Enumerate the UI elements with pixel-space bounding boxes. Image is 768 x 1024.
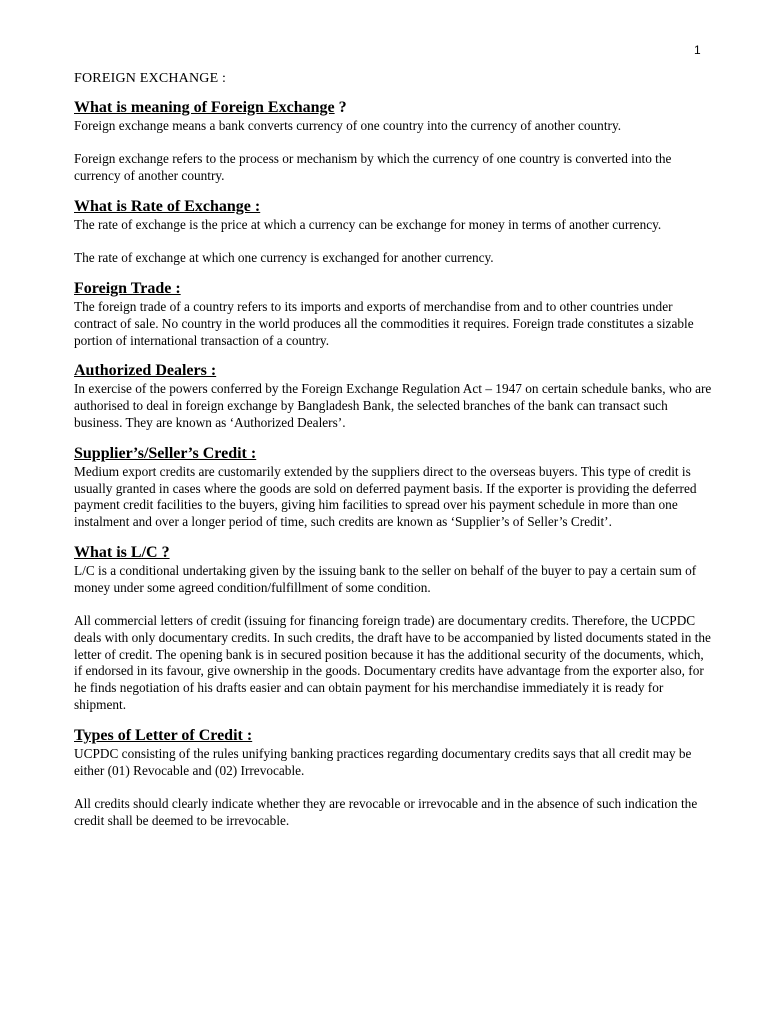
paragraph: Medium export credits are customarily extended by the suppliers direct to the overseas buyers. This type of credit is usually granted in cases where the goods are sold on deferred payment basis. If the exporter is providing the deferred payment credit facilities to the buyers, giving him facilities to spread over his payment schedule in more than one instalment and over a longer period of time, such credits are known as ‘Supplier’s of Seller’s Credit’. [74,463,697,530]
paragraph: L/C is a conditional undertaking given by the issuing bank to the seller on behalf of the buyer to pay a certain sum of money under some agreed condition/fulfillment of some condition. [74,562,697,595]
section-heading: Authorized Dealers : [74,362,217,380]
document-body [74,70,714,830]
paragraph: Foreign exchange means a bank converts currency of one country into the currency of another country. [74,118,622,133]
section-heading: Types of Letter of Credit : [74,726,253,744]
section-what-is-lc [74,543,714,714]
section-suppliers-credit [74,444,714,531]
paragraph: In exercise of the powers conferred by the Foreign Exchange Regulation Act – 1947 on certain schedule banks, who are authorised to deal in foreign exchange by Bangladesh Bank, the selected branches of the bank can transact such business. They are known as ‘Authorized Dealers’. [74,381,712,430]
section-authorized-dealers [74,361,714,431]
section-heading: What is meaning of Foreign Exchange ? [74,99,347,116]
section-heading: Supplier’s/Seller’s Credit : [74,444,257,462]
document-title: FOREIGN EXCHANGE : [74,71,227,86]
paragraph: Foreign exchange refers to the process or mechanism by which the currency of one country is converted into the currency of another country. [74,151,672,184]
page-number: 1 [694,43,701,57]
section-heading: What is Rate of Exchange : [74,197,261,215]
paragraph: The rate of exchange is the price at which a currency can be exchange for money in terms of another currency. [74,216,662,232]
paragraph: All commercial letters of credit (issuing for financing foreign trade) are documentary credits. Therefore, the UCPDC deals with only documentary credits. In such credits, the draft have to be accompanied by listed documents stated in the letter of credit. The opening bank is in secured position because it has the additional security of the documents, which, if endorsed in its favour, give ownership in the goods. Documentary credits have advantage from the exporter also, for he finds negotiation of his drafts easier and can obtain payment for his merchandise immediately it is ready for shipment. [74,613,711,713]
paragraph: UCPDC consisting of the rules unifying banking practices regarding documentary credits says that all credit may be either (01) Revocable and (02) Irrevocable. [74,745,692,778]
paragraph: All credits should clearly indicate whether they are revocable or irrevocable and in the absence of such indication the credit shall be deemed to be irrevocable. [74,795,698,828]
section-heading: Foreign Trade : [74,279,181,297]
section-foreign-exchange-meaning [74,98,714,185]
section-types-of-lc [74,726,714,830]
paragraph: The foreign trade of a country refers to its imports and exports of merchandise from and to other countries under contract of sale. No country in the world produces all the commodities it requires. Foreign trade constitutes a sizable portion of international transaction of a country. [74,298,694,348]
section-rate-of-exchange [74,197,714,267]
section-foreign-trade [74,279,714,349]
section-heading: What is L/C ? [74,543,170,561]
paragraph: The rate of exchange at which one currency is exchanged for another currency. [74,250,494,266]
